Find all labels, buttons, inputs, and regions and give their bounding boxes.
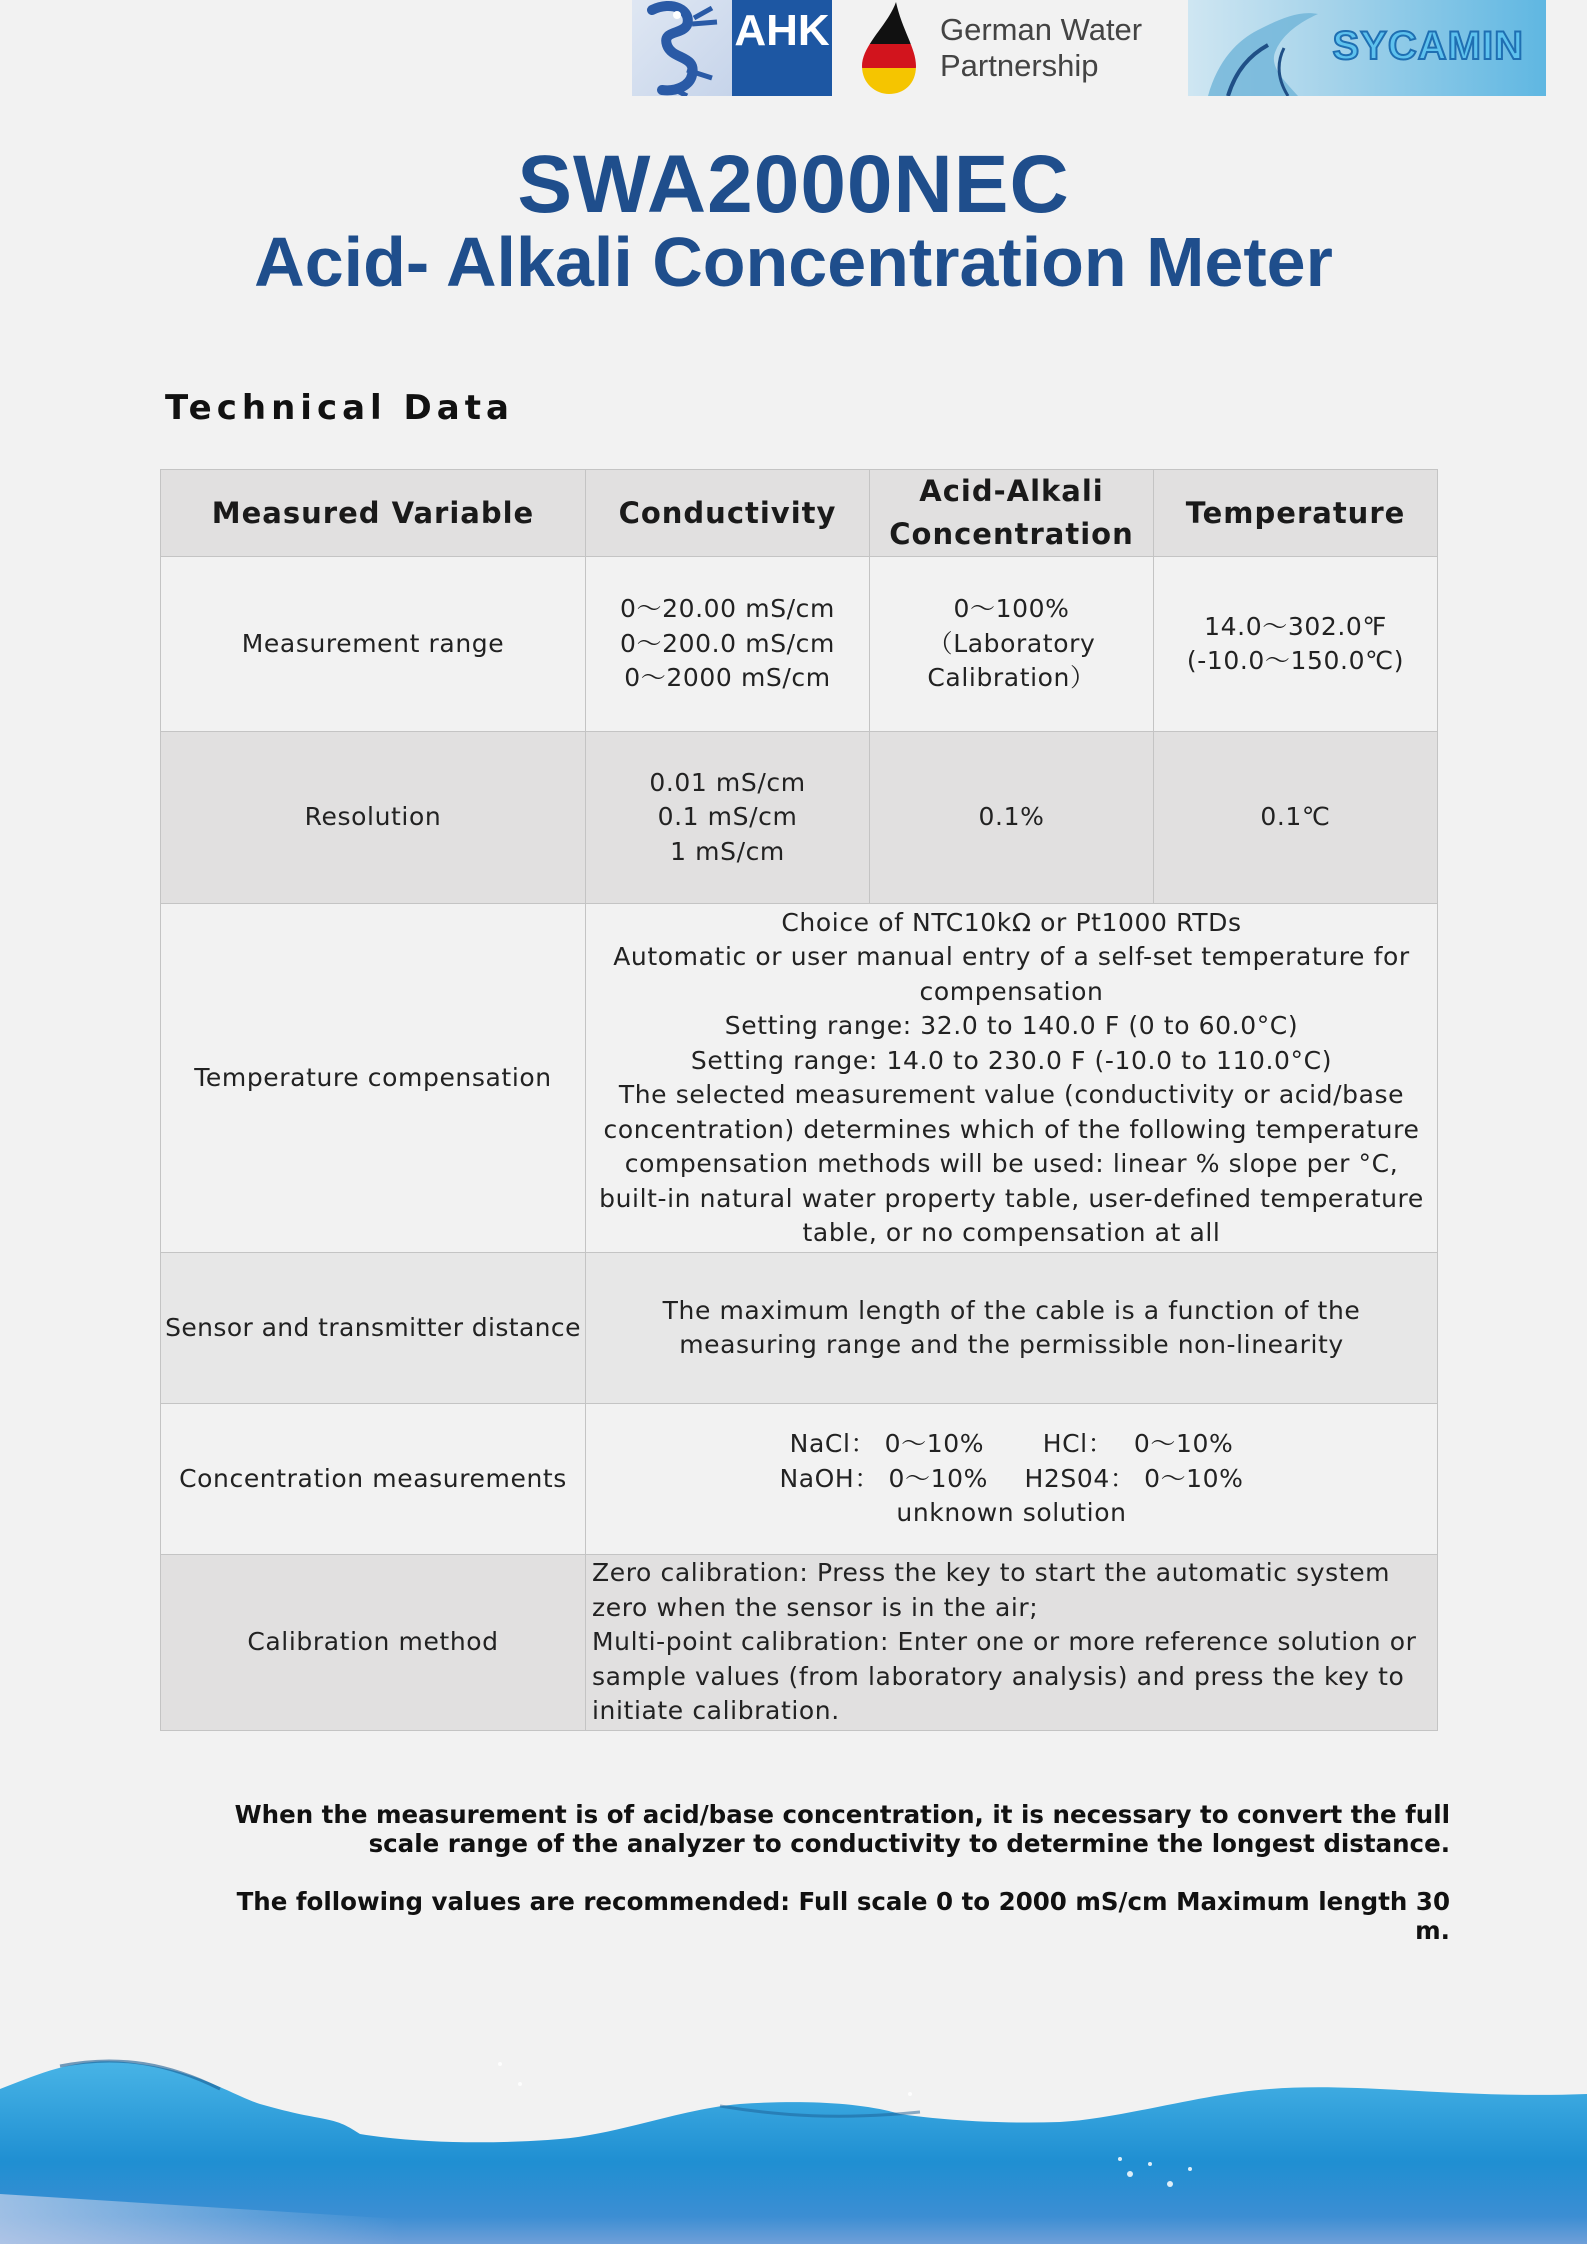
row-label: Temperature compensation bbox=[161, 904, 586, 1253]
row-label: Concentration measurements bbox=[161, 1404, 586, 1555]
cell-line: 0.01 mS/cm bbox=[649, 767, 806, 797]
sycamin-logo bbox=[1188, 0, 1546, 96]
cell-line: 0～2000 mS/cm bbox=[624, 663, 831, 693]
temperature-resolution-cell: 0.1℃ bbox=[1154, 732, 1438, 904]
product-name: Acid- Alkali Concentration Meter bbox=[254, 223, 1333, 301]
technical-data-table bbox=[160, 469, 1438, 1731]
notes-block bbox=[200, 1800, 1450, 1974]
german-water-partnership-logo bbox=[832, 0, 1162, 96]
gwp-line1: German Water bbox=[940, 12, 1143, 47]
header-measured-variable: Measured Variable bbox=[161, 470, 586, 557]
concentration-resolution-cell: 0.1% bbox=[870, 732, 1154, 904]
row-label: Measurement range bbox=[161, 557, 586, 732]
table-row-sensor-distance bbox=[161, 1253, 1438, 1404]
cell-line: Calibration） bbox=[927, 663, 1096, 693]
cell-line: Multi-point calibration: Enter one or more reference solution or sample values (from laboratory analysis) and press the key to initiate calibration. bbox=[592, 1627, 1417, 1726]
temperature-compensation-cell bbox=[586, 904, 1438, 1253]
cell-line: Choice of NTC10kΩ or Pt1000 RTDs bbox=[781, 907, 1242, 937]
cell-line: 0～20.00 mS/cm bbox=[620, 594, 835, 624]
chemical-name: NaOH： bbox=[779, 1463, 880, 1493]
sycamin-wordmark: SYCAMIN bbox=[1332, 24, 1524, 68]
row-label: Calibration method bbox=[161, 1555, 586, 1731]
concentration-measurements-cell bbox=[586, 1404, 1438, 1555]
chemical-range: 0～10% bbox=[1133, 1429, 1234, 1459]
table-row-calibration-method bbox=[161, 1555, 1438, 1731]
calibration-method-cell bbox=[586, 1555, 1438, 1731]
row-label: Sensor and transmitter distance bbox=[161, 1253, 586, 1404]
gwp-line2: Partnership bbox=[940, 48, 1099, 83]
conductivity-resolution-cell bbox=[586, 732, 870, 904]
partner-logos bbox=[632, 0, 1546, 96]
header-acid-alkali-concentration bbox=[870, 470, 1154, 557]
chemical-name: H2S04： bbox=[1024, 1463, 1136, 1493]
table-header-row bbox=[161, 470, 1438, 557]
cell-line: 0～100% bbox=[953, 594, 1070, 624]
header-acid-line2: Concentration bbox=[889, 517, 1134, 551]
cell-line: (-10.0～150.0℃) bbox=[1186, 646, 1405, 675]
chemical-name: NaCl： bbox=[789, 1429, 877, 1459]
chemical-range: 0～10% bbox=[884, 1429, 985, 1459]
ahk-logo bbox=[632, 0, 832, 96]
cell-line: Setting range: 32.0 to 140.0 F (0 to 60.0°C) bbox=[724, 1011, 1299, 1040]
chemical-name: HCl： bbox=[1042, 1429, 1114, 1459]
dragon-icon bbox=[632, 0, 732, 96]
header-acid-line1: Acid-Alkali bbox=[919, 474, 1104, 508]
row-label: Resolution bbox=[161, 732, 586, 904]
section-heading-technical-data: Technical Data bbox=[165, 388, 514, 428]
chemical-range: 0～10% bbox=[1144, 1463, 1244, 1493]
water-wave-decoration bbox=[0, 1994, 1587, 2244]
cell-line: The selected measurement value (conductivity or acid/base concentration) determines which of the following temperature compensation methods will be used: linear % slope per °C, built-in natural water property table, user-defined temperature table, or no compensation at all bbox=[599, 1080, 1424, 1247]
cell-line bbox=[592, 1427, 1431, 1462]
temperature-range-cell bbox=[1154, 557, 1438, 732]
ahk-wordmark: AHK bbox=[732, 0, 832, 96]
concentration-range-cell bbox=[870, 557, 1154, 732]
cell-line: Zero calibration: Press the key to start the automatic system zero when the sensor is in the air; bbox=[592, 1558, 1391, 1622]
table-row-resolution bbox=[161, 732, 1438, 904]
sensor-distance-cell: The maximum length of the cable is a function of the measuring range and the permissible non-linearity bbox=[586, 1253, 1438, 1404]
document-title bbox=[0, 140, 1587, 300]
cell-line: unknown solution bbox=[896, 1498, 1127, 1528]
model-number: SWA2000NEC bbox=[517, 139, 1070, 230]
table-row-temperature-compensation bbox=[161, 904, 1438, 1253]
cell-line: （Laboratory bbox=[927, 628, 1096, 658]
table-row-concentration-measurements bbox=[161, 1404, 1438, 1555]
cell-line: 14.0～302.0℉ bbox=[1204, 611, 1387, 641]
flag-drop-icon bbox=[858, 0, 920, 96]
cell-line: 1 mS/cm bbox=[670, 836, 785, 866]
note-conversion: When the measurement is of acid/base concentration, it is necessary to convert the full scale range of the analyzer to conductivity to determine the longest distance. bbox=[234, 1800, 1450, 1858]
cell-line bbox=[592, 1462, 1431, 1497]
header-temperature: Temperature bbox=[1154, 470, 1438, 557]
table-row-measurement-range bbox=[161, 557, 1438, 732]
cell-line: 0～200.0 mS/cm bbox=[620, 628, 835, 658]
cell-line: Setting range: 14.0 to 230.0 F (-10.0 to 110.0°C) bbox=[690, 1045, 1333, 1075]
header-conductivity: Conductivity bbox=[586, 470, 870, 557]
conductivity-range-cell bbox=[586, 557, 870, 732]
note-recommended-values: The following values are recommended: Full scale 0 to 2000 mS/cm Maximum length 30 m. bbox=[236, 1887, 1450, 1945]
cell-line: 0.1 mS/cm bbox=[657, 802, 798, 832]
chemical-range: 0～10% bbox=[888, 1463, 988, 1493]
cell-line: Automatic or user manual entry of a self-set temperature for compensation bbox=[613, 942, 1410, 1006]
water-splash-icon bbox=[1188, 0, 1348, 96]
